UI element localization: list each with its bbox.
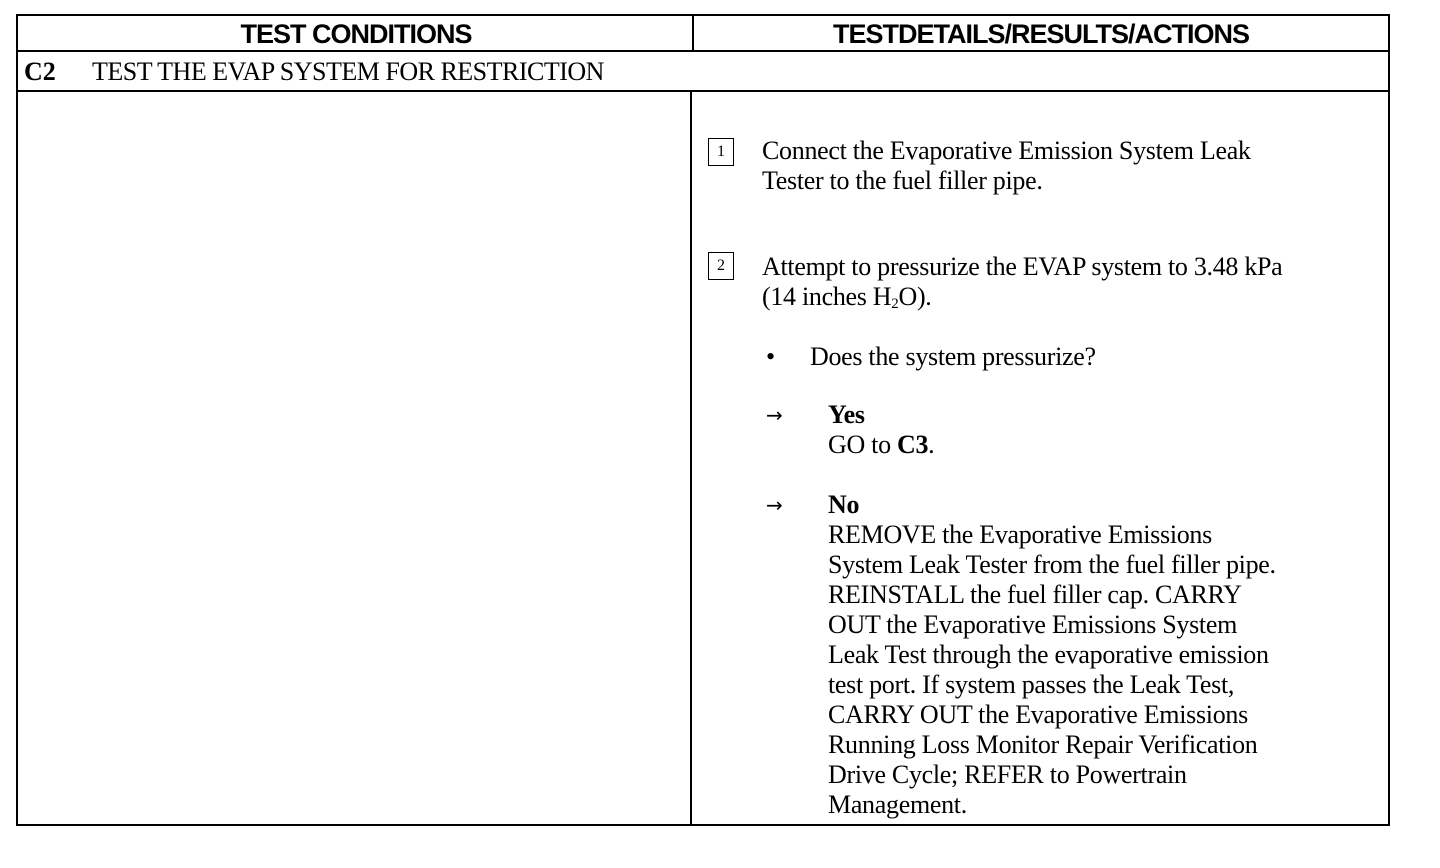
header-test-details: TESTDETAILS/RESULTS/ACTIONS <box>832 19 1249 49</box>
no-line-3: REINSTALL the fuel filler cap. CARRY <box>828 580 1242 609</box>
no-line-5: Leak Test through the evaporative emission <box>828 640 1269 669</box>
section-id: C2 <box>24 57 56 86</box>
no-line-1: REMOVE the Evaporative Emissions <box>828 520 1212 549</box>
step-2-line-1: Attempt to pressurize the EVAP system to 3.48 kPa <box>762 252 1283 281</box>
step-2-subscript: 2 <box>891 296 899 312</box>
header-test-conditions: TEST CONDITIONS <box>240 19 472 49</box>
step-1-text <box>762 136 1251 196</box>
no-answer <box>828 490 1388 820</box>
no-arrow-icon: → <box>766 493 783 517</box>
procedure-table <box>16 14 1390 826</box>
question-bullet: • <box>766 342 776 371</box>
column-divider-header <box>692 16 694 52</box>
table-header-row <box>18 16 1388 52</box>
yes-action-pre: GO to <box>828 430 897 459</box>
yes-action <box>828 430 1388 460</box>
yes-label-text: Yes <box>828 400 865 429</box>
question-text: Does the system pressurize? <box>810 342 1096 371</box>
step-number-2: 2 <box>717 257 725 274</box>
no-line-6: test port. If system passes the Leak Test, <box>828 670 1235 699</box>
step-1-line-2: Tester to the fuel filler pipe. <box>762 166 1043 195</box>
step-number-box-1 <box>708 138 734 166</box>
no-label <box>828 490 1388 520</box>
no-line-8: Running Loss Monitor Repair Verification <box>828 730 1258 759</box>
no-line-2: System Leak Tester from the fuel filler pipe. <box>828 550 1276 579</box>
yes-arrow-icon: → <box>766 403 783 427</box>
step-number-1: 1 <box>717 143 725 160</box>
no-line-4: OUT the Evaporative Emissions System <box>828 610 1238 639</box>
section-title: TEST THE EVAP SYSTEM FOR RESTRICTION <box>92 57 604 86</box>
step-2-line-2-pre: (14 inches H <box>762 282 892 311</box>
yes-action-ref: C3 <box>896 430 929 459</box>
no-line-9: Drive Cycle; REFER to Powertrain <box>828 760 1187 789</box>
yes-answer <box>828 400 1388 460</box>
yes-label <box>828 400 1388 430</box>
step-2-text <box>762 252 1282 312</box>
no-line-7: CARRY OUT the Evaporative Emissions <box>828 700 1248 729</box>
step-2-line-2-post: O). <box>898 282 932 311</box>
section-title-row <box>18 52 1388 92</box>
step-2-line-2 <box>762 282 1282 312</box>
test-details-cell <box>692 92 1388 824</box>
no-line-10: Management. <box>828 790 967 819</box>
no-label-text: No <box>828 490 860 519</box>
yes-action-post: . <box>928 430 935 459</box>
step-1-line-1: Connect the Evaporative Emission System Leak <box>762 136 1251 165</box>
step-number-box-2 <box>708 252 734 280</box>
